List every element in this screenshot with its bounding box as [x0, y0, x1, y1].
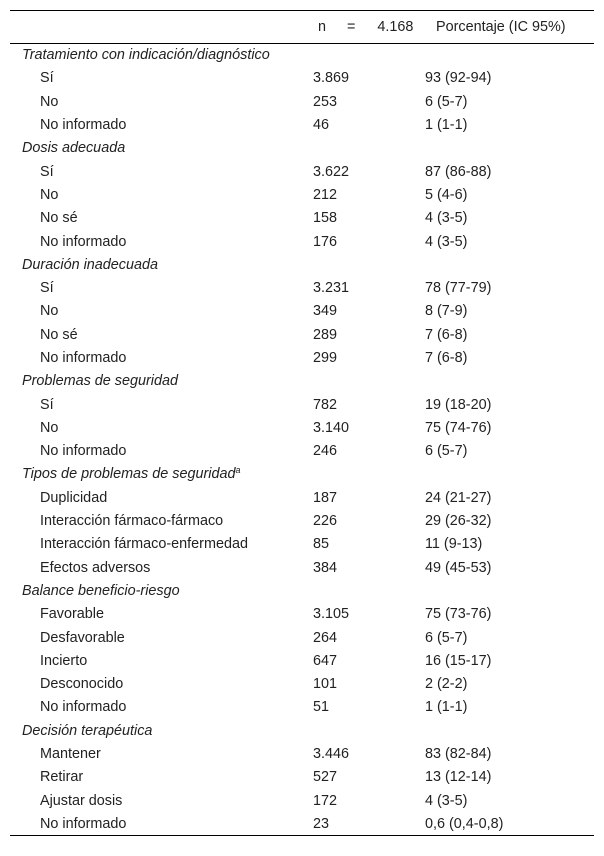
group-row — [10, 253, 594, 276]
row-count: 349 — [313, 303, 338, 320]
table-row — [10, 67, 594, 90]
row-label: Sí — [40, 396, 54, 413]
row-percentage: 75 (74-76) — [425, 419, 492, 436]
row-label: Sí — [40, 70, 54, 87]
row-percentage: 11 (9-13) — [425, 536, 483, 553]
row-percentage: 83 (82-84) — [425, 746, 492, 763]
row-label: Duplicidad — [40, 489, 108, 506]
table-row — [10, 533, 594, 556]
row-percentage: 4 (3-5) — [425, 210, 468, 227]
row-label: Desfavorable — [40, 629, 125, 646]
row-label: No informado — [40, 117, 127, 134]
table-row — [10, 509, 594, 532]
table-row — [10, 603, 594, 626]
row-count: 527 — [313, 769, 338, 786]
header-total: 4.168 — [377, 19, 414, 35]
group-title — [10, 463, 594, 486]
header-n-cell — [313, 11, 425, 44]
row-percentage: 75 (73-76) — [425, 606, 492, 623]
group-row — [10, 579, 594, 602]
row-percentage: 6 (5-7) — [425, 93, 468, 110]
table-row — [10, 160, 594, 183]
row-count: 187 — [313, 489, 338, 506]
row-count: 264 — [313, 629, 338, 646]
table-row — [10, 556, 594, 579]
row-label: Sí — [40, 163, 54, 180]
row-count: 23 — [313, 812, 425, 835]
row-label: Retirar — [40, 769, 84, 786]
row-count: 85 — [313, 536, 330, 553]
header-percentage: Porcentaje (IC 95%) — [425, 11, 594, 44]
row-count: 3.105 — [313, 606, 350, 623]
row-percentage: 49 (45-53) — [425, 559, 492, 576]
table-row — [10, 649, 594, 672]
group-title — [10, 137, 594, 160]
row-label: No — [40, 186, 59, 203]
header-n-label: n — [318, 19, 327, 35]
row-label: Efectos adversos — [40, 559, 151, 576]
group-title — [10, 253, 594, 276]
group-row — [10, 44, 594, 67]
row-count: 158 — [313, 210, 338, 227]
row-percentage: 8 (7-9) — [425, 303, 468, 320]
row-label: Mantener — [40, 746, 101, 763]
group-row — [10, 370, 594, 393]
table-row — [10, 90, 594, 113]
row-count: 253 — [313, 93, 338, 110]
row-label: Desconocido — [40, 676, 124, 693]
group-row — [10, 137, 594, 160]
row-percentage: 4 (3-5) — [425, 792, 468, 809]
group-title — [10, 719, 594, 742]
row-label: No informado — [10, 812, 313, 835]
table-row — [10, 276, 594, 299]
row-count: 176 — [313, 233, 338, 250]
table-row — [10, 766, 594, 789]
footnote-marker: a — [235, 465, 241, 476]
group-title — [10, 44, 594, 67]
row-label: No informado — [40, 443, 127, 460]
row-percentage: 6 (5-7) — [425, 629, 468, 646]
row-count: 3.446 — [313, 746, 350, 763]
row-label: No — [40, 419, 59, 436]
group-title-text: Dosis adecuada — [22, 140, 126, 157]
row-label: Interacción fármaco-fármaco — [40, 513, 224, 530]
row-percentage: 7 (6-8) — [425, 350, 468, 366]
row-percentage: 19 (18-20) — [425, 396, 492, 413]
row-percentage: 16 (15-17) — [425, 652, 492, 669]
row-count: 289 — [313, 326, 338, 343]
group-row — [10, 463, 594, 486]
table-row — [10, 183, 594, 206]
row-percentage: 0,6 (0,4-0,8) — [425, 812, 594, 835]
row-count: 101 — [313, 676, 338, 693]
row-count: 3.622 — [313, 163, 350, 180]
table-row — [10, 346, 594, 369]
row-percentage: 7 (6-8) — [425, 326, 468, 343]
row-label: Incierto — [40, 652, 88, 669]
row-percentage: 2 (2-2) — [425, 676, 468, 693]
row-count: 3.869 — [313, 70, 350, 87]
row-label: Sí — [40, 280, 54, 297]
row-label: Favorable — [40, 606, 104, 623]
row-count: 3.231 — [313, 280, 350, 297]
row-count: 51 — [313, 699, 330, 716]
table-body — [10, 44, 594, 836]
row-count: 246 — [313, 443, 338, 460]
table-row — [10, 696, 594, 719]
group-title — [10, 579, 594, 602]
table-row — [10, 673, 594, 696]
group-title-text: Balance beneficio-riesgo — [22, 582, 180, 599]
row-count: 3.140 — [313, 419, 350, 436]
row-count: 782 — [313, 396, 338, 413]
table-row — [10, 742, 594, 765]
row-percentage: 78 (77-79) — [425, 280, 492, 297]
row-percentage: 93 (92-94) — [425, 70, 492, 87]
row-label: No informado — [40, 350, 127, 366]
row-label: No — [40, 303, 59, 320]
row-count: 212 — [313, 186, 338, 203]
row-percentage: 6 (5-7) — [425, 443, 468, 460]
row-label: No — [40, 93, 59, 110]
group-title-text: Tipos de problemas de seguridad — [22, 466, 236, 483]
group-title-text: Problemas de seguridad — [22, 373, 178, 390]
table-row — [10, 207, 594, 230]
row-count: 647 — [313, 652, 338, 669]
row-label: Interacción fármaco-enfermedad — [40, 536, 248, 553]
table-row — [10, 440, 594, 463]
row-percentage: 24 (21-27) — [425, 489, 492, 506]
table-row — [10, 812, 594, 835]
group-row — [10, 719, 594, 742]
group-title-text: Decisión terapéutica — [22, 722, 153, 739]
row-percentage: 4 (3-5) — [425, 233, 468, 250]
group-title-text: Tratamiento con indicación/diagnóstico — [22, 47, 270, 64]
table-row — [10, 626, 594, 649]
row-label: No informado — [40, 699, 127, 716]
row-percentage: 13 (12-14) — [425, 769, 492, 786]
row-percentage: 1 (1-1) — [425, 117, 468, 134]
header-empty-cell — [10, 11, 313, 44]
row-count: 299 — [313, 350, 338, 366]
table-row — [10, 300, 594, 323]
header-row — [10, 11, 594, 44]
table-row — [10, 323, 594, 346]
row-label: No sé — [40, 210, 78, 227]
row-percentage: 87 (86-88) — [425, 163, 492, 180]
group-title-text: Duración inadecuada — [22, 256, 159, 273]
row-percentage: 1 (1-1) — [425, 699, 468, 716]
group-title — [10, 370, 594, 393]
table-row — [10, 230, 594, 253]
table-row — [10, 486, 594, 509]
row-label: No sé — [40, 326, 78, 343]
row-percentage: 5 (4-6) — [425, 186, 468, 203]
table-row — [10, 113, 594, 136]
header-equals: = — [347, 19, 356, 35]
row-label: No informado — [40, 233, 127, 250]
table-row — [10, 416, 594, 439]
row-count: 226 — [313, 513, 338, 530]
row-label: Ajustar dosis — [40, 792, 123, 809]
table-row — [10, 789, 594, 812]
table-row — [10, 393, 594, 416]
results-table — [10, 10, 594, 836]
row-count: 46 — [313, 117, 330, 134]
row-count: 172 — [313, 792, 338, 809]
row-count: 384 — [313, 559, 338, 576]
row-percentage: 29 (26-32) — [425, 513, 492, 530]
